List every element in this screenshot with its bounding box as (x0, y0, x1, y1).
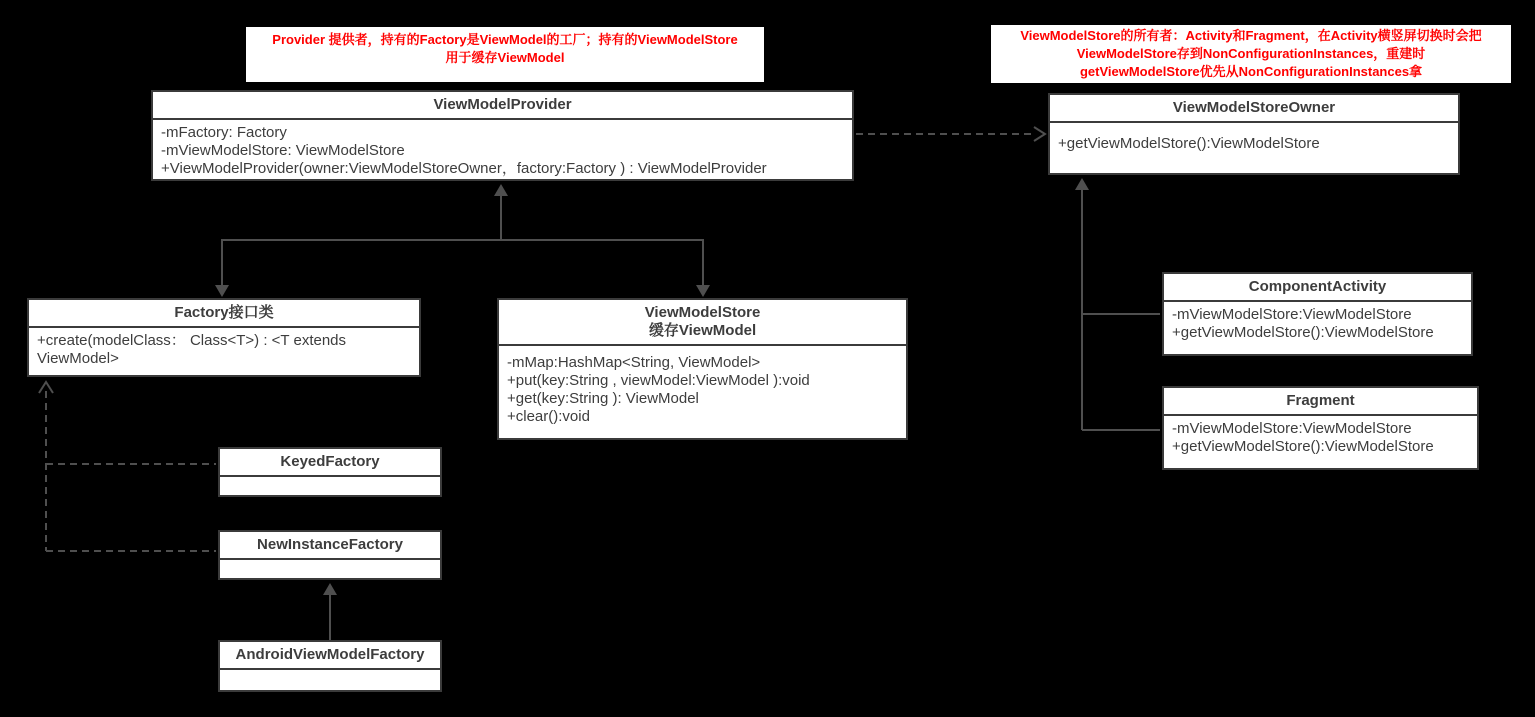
class-member: -mMap:HashMap<String, ViewModel> (507, 354, 761, 371)
class-member: -mFactory: Factory (161, 124, 287, 141)
class-member: +getViewModelStore():ViewModelStore (1172, 324, 1434, 341)
class-viewmodelstore (497, 298, 908, 440)
class-title-line: 缓存ViewModel (648, 322, 757, 339)
class-androidviewmodelfactory (218, 640, 442, 692)
class-member: -mViewModelStore:ViewModelStore (1172, 306, 1412, 323)
note-store-owner (991, 25, 1511, 83)
class-title: ViewModelStoreOwner (1050, 95, 1458, 123)
note-line: getViewModelStore优先从NonConfigurationInstances拿 (1079, 64, 1423, 79)
class-members-empty (220, 560, 440, 578)
class-viewmodelstoreowner (1048, 93, 1460, 175)
class-member: +ViewModelProvider(owner:ViewModelStoreOwner，factory:Factory ) : ViewModelProvider (161, 160, 767, 177)
class-title-line: ViewModelStore (644, 304, 761, 321)
class-members (1164, 416, 1477, 468)
class-members (1050, 123, 1458, 173)
class-title: ComponentActivity (1164, 274, 1471, 302)
class-member: -mViewModelStore:ViewModelStore (1172, 420, 1412, 437)
class-members (1164, 302, 1471, 354)
class-members (153, 120, 852, 182)
arrow-down-icon (696, 285, 710, 297)
arrow-right-icon (1034, 127, 1045, 141)
note-line: ViewModelStore的所有者：Activity和Fragment，在Activity横竖屏切换时会把 (1020, 28, 1482, 43)
note-provider (246, 27, 764, 82)
class-factory-interface (27, 298, 421, 377)
class-title (499, 300, 906, 346)
class-member: +get(key:String ): ViewModel (507, 390, 699, 407)
class-member: +getViewModelStore():ViewModelStore (1172, 438, 1434, 455)
note-line: Provider 提供者，持有的Factory是ViewModel的工厂；持有的ViewModelStore (272, 32, 738, 47)
class-fragment (1162, 386, 1479, 470)
class-newinstancefactory (218, 530, 442, 580)
note-line: 用于缓存ViewModel (445, 50, 565, 65)
class-title: Fragment (1164, 388, 1477, 416)
class-title: KeyedFactory (220, 449, 440, 477)
class-member: -mViewModelStore: ViewModelStore (161, 142, 405, 159)
class-members (499, 346, 906, 438)
note-line: ViewModelStore存到NonConfigurationInstances，重建时 (1076, 46, 1426, 61)
class-title: Factory接口类 (29, 300, 419, 328)
class-member: +getViewModelStore():ViewModelStore (1058, 135, 1320, 152)
class-componentactivity (1162, 272, 1473, 356)
class-members (29, 328, 419, 375)
class-title: AndroidViewModelFactory (220, 642, 440, 670)
class-member: +clear():void (507, 408, 590, 425)
class-members-empty (220, 670, 440, 690)
class-keyedfactory (218, 447, 442, 497)
class-title: ViewModelProvider (153, 92, 852, 120)
class-title: NewInstanceFactory (220, 532, 440, 560)
class-members-empty (220, 477, 440, 495)
class-viewmodelprovider (151, 90, 854, 181)
class-member: +create(modelClass： Class<T>) : <T extends ViewModel> (37, 332, 347, 367)
class-member: +put(key:String , viewModel:ViewModel ):void (507, 372, 810, 389)
arrow-down-icon (215, 285, 229, 297)
